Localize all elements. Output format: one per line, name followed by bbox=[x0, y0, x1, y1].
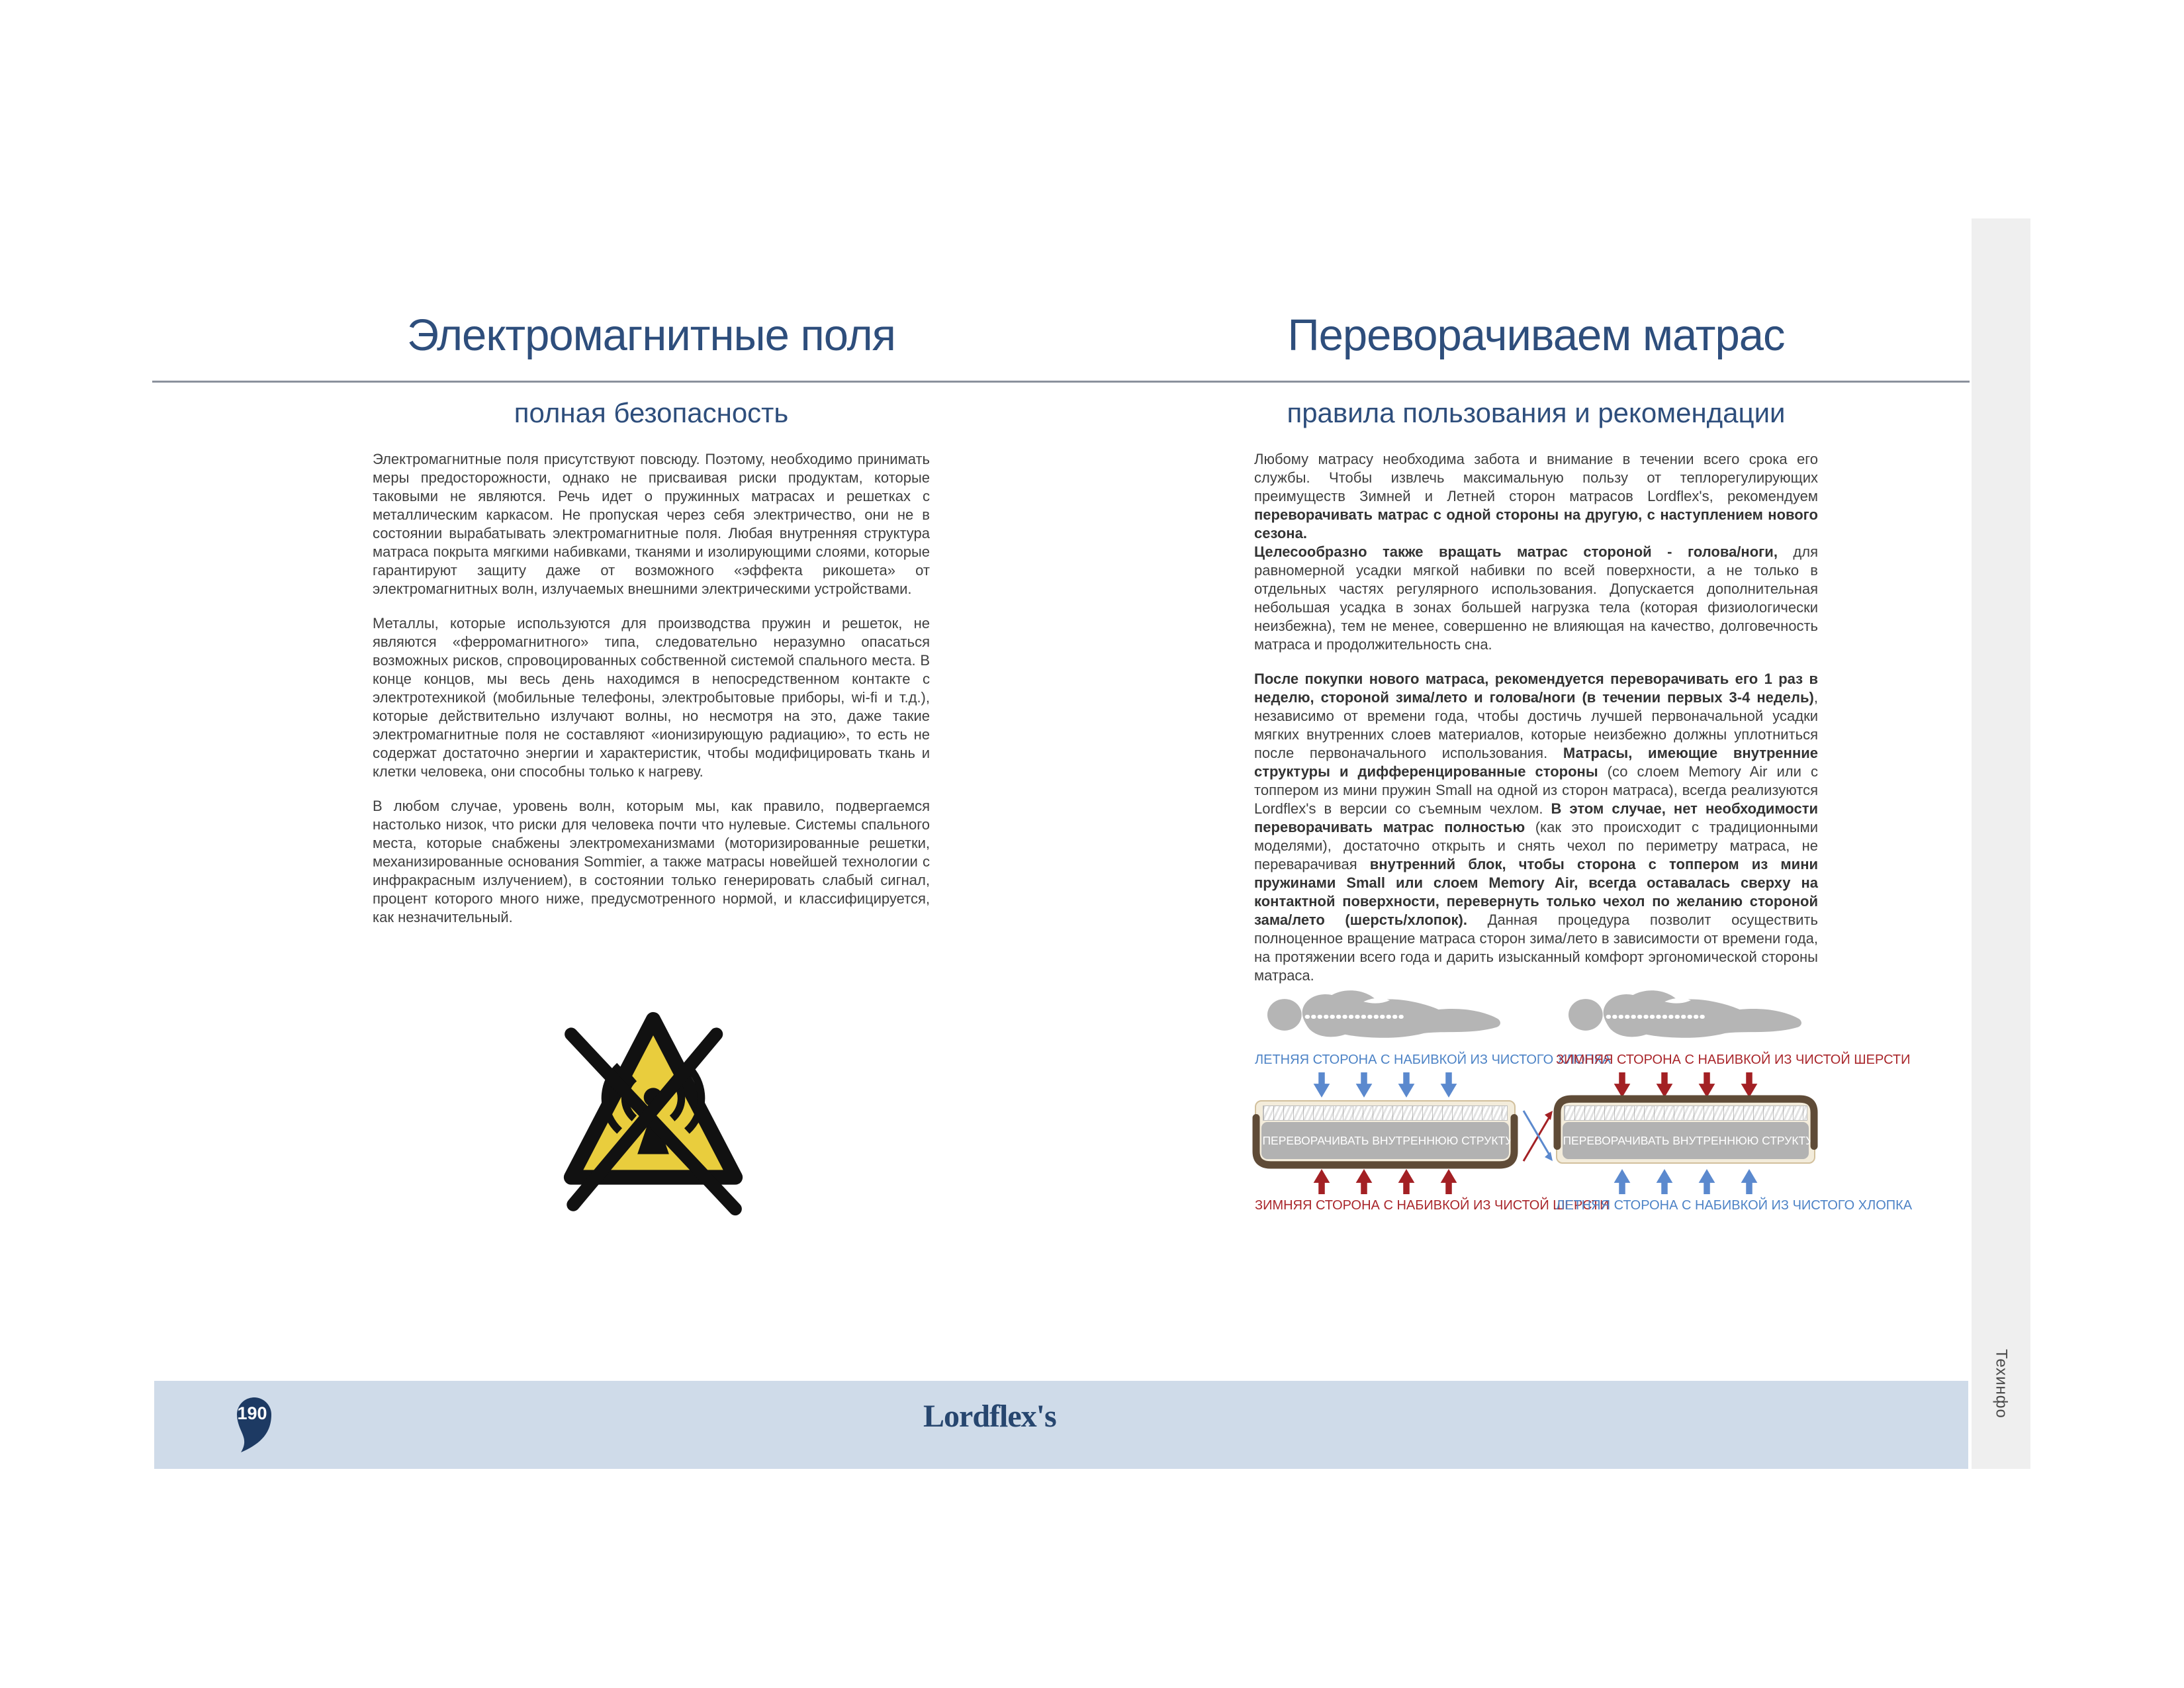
inner-structure-block: НЕ ПЕРЕВОРАЧИВАТЬ ВНУТРЕННЮЮ СТРУКТУРУ bbox=[1563, 1122, 1809, 1159]
no-electromagnetic-radiation-icon bbox=[548, 996, 758, 1217]
down-arrow-icon bbox=[1313, 1072, 1330, 1098]
winter-side-label: ЗИМНЯЯ СТОРОНА С НАБИВКОЙ ИЗ ЧИСТОЙ ШЕРСТИ bbox=[1255, 1198, 1610, 1213]
summer-side-label: ЛЕТНЯЯ СТОРОНА С НАБИВКОЙ ИЗ ЧИСТОГО ХЛОПКА bbox=[1255, 1053, 1612, 1067]
up-arrow-icon bbox=[1398, 1169, 1415, 1194]
up-arrow-icon bbox=[1698, 1169, 1715, 1194]
down-arrow-icon bbox=[1741, 1072, 1758, 1098]
cover-band-bottom bbox=[1250, 1095, 1521, 1170]
side-strip bbox=[1972, 218, 2030, 1469]
inner-structure-block: НЕ ПЕРЕВОРАЧИВАТЬ ВНУТРЕННЮЮ СТРУКТУРУ bbox=[1261, 1122, 1509, 1159]
brand-logo: Lordflex's bbox=[923, 1399, 1056, 1434]
down-arrow-icon bbox=[1440, 1072, 1457, 1098]
right-article-subtitle: правила пользования и рекомендации bbox=[1287, 397, 1786, 428]
arrows-up-red bbox=[1313, 1169, 1457, 1194]
down-arrow-icon bbox=[1698, 1072, 1715, 1098]
winter-side-label: ЗИМНЯЯ СТОРОНА С НАБИВКОЙ ИЗ ЧИСТОЙ ШЕРСТИ bbox=[1556, 1053, 1911, 1067]
diagram-group-summer-up bbox=[1243, 978, 1612, 1221]
side-tab-techinfo bbox=[1972, 1311, 2030, 1456]
arrows-up-blue bbox=[1614, 1169, 1758, 1194]
summer-side-label: ЛЕТНЯЯ СТОРОНА С НАБИВКОЙ ИЗ ЧИСТОГО ХЛОПКА bbox=[1556, 1198, 1913, 1213]
paragraph: Любому матрасу необходима забота и внимание в течении всего срока его службы. Чтобы извлечь максимальную пользу от теплорегулирующих преимуществ Зимней и Летней сторон матрасов Lordflex's, рекомендуем переворачивать матрас с одной стороны на другую, с наступлением нового сезона. Целесообразно также вращать матрас стороной - голова/ноги, для равномерной усадки мягкой набивки по всей поверхности, а не только в отдельных частях регулярного использования. Допускается дополнительная небольшая усадка в зонах большей нагрузка тела (которая физиологически неизбежна), тем не менее, совершенно не влияющая на качество, долговечность матраса и продолжительность сна. bbox=[1254, 451, 1819, 653]
paragraph: После покупки нового матраса, рекомендуется переворачивать его 1 раз в неделю, стороной зима/лето и голова/ноги (в течении первых 3-4 недель), независимо от времени года, чтобы достичь лучшей первоначальной усадки мягких внутренних слоев материалов, которые неизбежно должны уплотниться после первоначального использования. Матрасы, имеющие внутренние структуры и дифференцированные стороны (со слоем Memory Air или с топпером из мини пружин Small на одной из сторон матраса), всегда реализуются Lordflex's в версии со съемным чехлом. В этом случае, нет необходимости переворачивать матрас полностью (как это происходит с традиционными моделями), достаточно открыть и снять чехол по периметру матраса, не переварачивая внутренний блок, чтобы сторона с топпером из мини пружинами Small или слоем Memory Air, всегда оставалась сверху на контактной поверхности, перевернуть только чехол по желанию стороной зама/лето (шерсть/хлопок). Данная процедура позволит осуществить полноценное вращение матраса сторон зима/лето в зависимости от времени года, на протяжении всего года и дарить изысканный комфорт эргономической стороны матраса. bbox=[1254, 671, 1819, 984]
diagram-group-winter-up bbox=[1543, 978, 1913, 1221]
side-tab-label: Техинфо bbox=[1992, 1348, 2011, 1419]
paragraph: Электромагнитные поля присутствуют повсюду. Поэтому, необходимо принимать меры предосторожности, однако не присваивая риски продуктам, которые таковыми не являются. Речь идет о пружинных матрасах и решетках с металлическим каркасом. Не пропуская через себя электричество, они не в состоянии вырабатывать электромагнитные поля. Любая внутренняя структура матраса покрыта мягкими набивками, тканями и изолирующими слоями, которые гарантируют защиту даже от возможного «эффекта рикошета» от электромагнитных волн, излучаемых внешними электрическими устройствами. bbox=[373, 451, 930, 597]
right-article-title: Переворачиваем матрас bbox=[1287, 310, 1785, 360]
down-arrow-icon bbox=[1355, 1072, 1373, 1098]
footer-bar bbox=[154, 1381, 1968, 1469]
up-arrow-icon bbox=[1656, 1169, 1673, 1194]
up-arrow-icon bbox=[1313, 1169, 1330, 1194]
header-divider bbox=[152, 381, 1970, 383]
left-article-subtitle: полная безопасность bbox=[514, 397, 789, 428]
down-arrow-icon bbox=[1398, 1072, 1415, 1098]
up-arrow-icon bbox=[1440, 1169, 1457, 1194]
mattress-flip-diagram bbox=[1243, 978, 1913, 1221]
right-article-body bbox=[1254, 450, 1818, 1001]
mattress-cross-section bbox=[1243, 1100, 1527, 1164]
paragraph: Металлы, которые используются для производства пружин и решеток, не являются «ферромагнитного» типа, следовательно неразумно опасаться возможных рисков, спровоцированных собственной системой спального места. В конце концов, мы весь день находимся в непосредственном контакте с электротехникой (мобильные телефоны, электробытовые приборы, wi-fi и т.д.), которые действительно излучают волны, но несмотря на это, даже такие электромагнитные поля не составляют «ионизирующую радиацию», то есть не содержат достаточно энергии и характеристик, чтобы модифицировать ткань и клетки человека, они способны только к нагреву. bbox=[373, 615, 930, 780]
sleeping-person-icon bbox=[1567, 978, 1804, 1046]
paragraph: В любом случае, уровень волн, которым мы, как правило, подвергаемся настолько низок, что риски для человека почти что нулевые. Системы спального места, которые снабжены электромеханизмами (моторизированные решетки, механизированные основания Sommier, а также матрасы новейшей технологии с инфракрасным излучением), в состоянии только генерировать слабый сигнал, процент которого много ниже, предусмотренного нормой, и классифицируется, как незначительный. bbox=[373, 798, 930, 925]
page-number: 190 bbox=[237, 1403, 267, 1423]
arrows-down-red bbox=[1614, 1072, 1758, 1098]
arrows-down-blue bbox=[1313, 1072, 1457, 1098]
left-article-title: Электромагнитные поля bbox=[407, 310, 895, 360]
up-arrow-icon bbox=[1614, 1169, 1631, 1194]
up-arrow-icon bbox=[1355, 1169, 1373, 1194]
up-arrow-icon bbox=[1741, 1169, 1758, 1194]
left-article-body bbox=[373, 450, 930, 943]
down-arrow-icon bbox=[1614, 1072, 1631, 1098]
mattress-cross-section bbox=[1543, 1100, 1828, 1164]
cover-band-top bbox=[1551, 1095, 1821, 1170]
down-arrow-icon bbox=[1656, 1072, 1673, 1098]
sleeping-person-icon bbox=[1266, 978, 1503, 1046]
